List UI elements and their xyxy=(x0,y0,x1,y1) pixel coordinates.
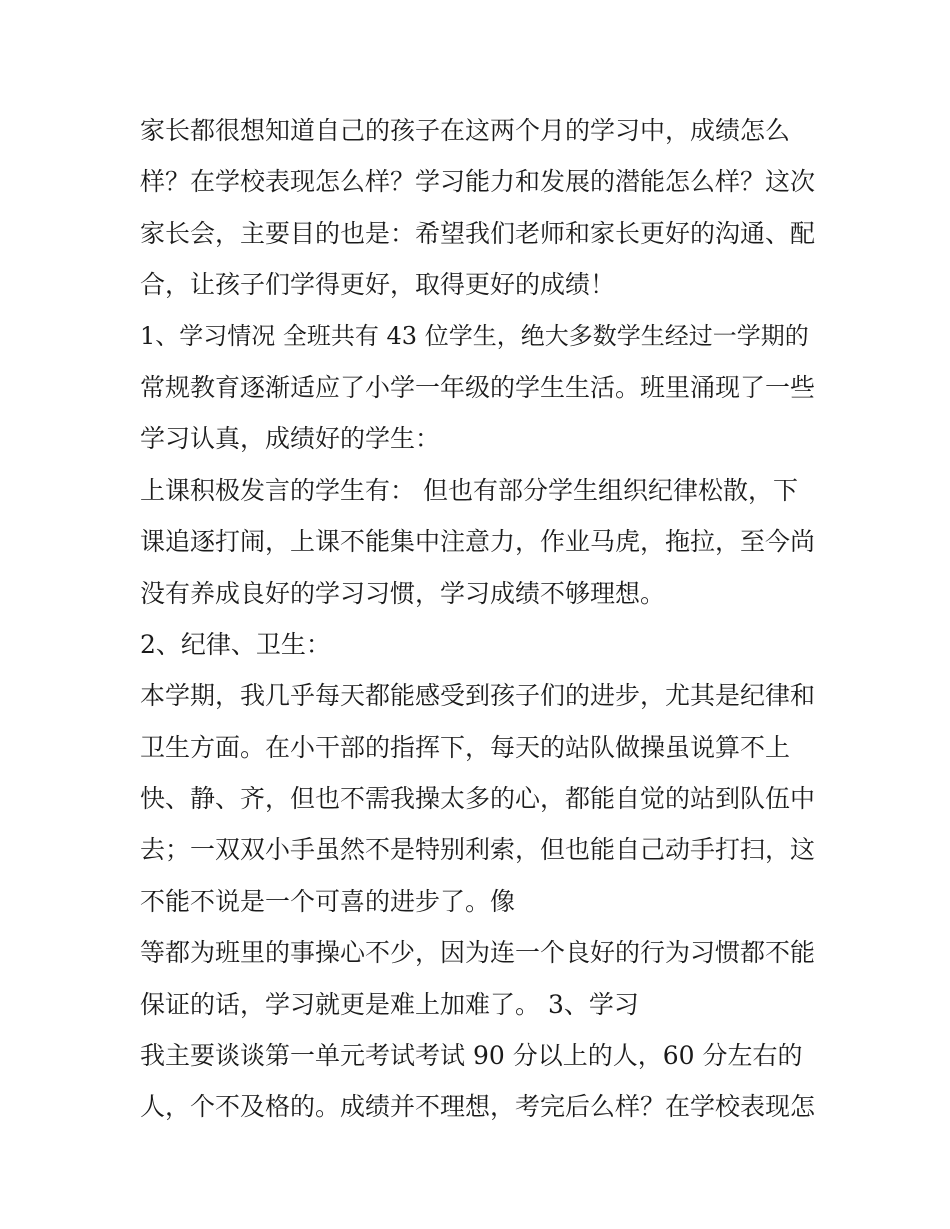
text-line-6: 常规教育逐渐适应了小学一年级的学生生活。班里涌现了一些 xyxy=(140,372,816,402)
text-line-19: 我主要谈谈第一单元考试考试 90 分以上的人，60 分左右的 xyxy=(140,1041,803,1071)
text-line-16: 不能不说是一个可喜的进步了。像 xyxy=(140,886,516,916)
text-line-20: 人，个不及格的。成绩并不理想，考完后么样？在学校表现怎 xyxy=(140,1092,816,1122)
section-heading-study: 1、学习情况 全班共有 43 位学生，绝大多数学生经过一学期的 xyxy=(140,321,809,350)
text-line-15: 去；一双双小手虽然不是特别利索，但也能自己动手打扫，这 xyxy=(140,835,816,865)
text-line-14: 快、静、齐，但也不需我操太多的心，都能自觉的站到队伍中 xyxy=(140,784,816,814)
section-heading-discipline: 2、纪律、卫生： xyxy=(140,629,331,659)
text-line-4: 合，让孩子们学得更好，取得更好的成绩！ xyxy=(140,270,616,300)
text-line-1: 家长都很想知道自己的孩子在这两个月的学习中，成绩怎么 xyxy=(140,116,791,145)
text-line-17: 等都为班里的事操心不少，因为连一个良好的行为习惯都不能 xyxy=(140,938,816,968)
text-line-18: 保证的话，学习就更是难上加难了。 3、学习 xyxy=(140,989,639,1019)
text-line-13: 卫生方面。在小干部的指挥下，每天的站队做操虽说算不上 xyxy=(140,732,791,762)
text-line-9: 课追逐打闹，上课不能集中注意力，作业马虎，拖拉，至今尚 xyxy=(140,527,816,557)
text-line-3: 家长会，主要目的也是：希望我们老师和家长更好的沟通、配 xyxy=(140,218,816,248)
text-line-7: 学习认真，成绩好的学生： xyxy=(140,424,441,454)
text-line-2: 样？在学校表现怎么样？学习能力和发展的潜能怎么样？这次 xyxy=(140,167,816,197)
document-body xyxy=(140,105,820,1133)
text-line-12: 本学期，我几乎每天都能感受到孩子们的进步，尤其是纪律和 xyxy=(140,681,816,711)
text-line-10: 没有养成良好的学习习惯，学习成绩不够理想。 xyxy=(140,578,666,608)
text-line-8: 上课积极发言的学生有： 但也有部分学生组织纪律松散，下 xyxy=(140,475,798,505)
